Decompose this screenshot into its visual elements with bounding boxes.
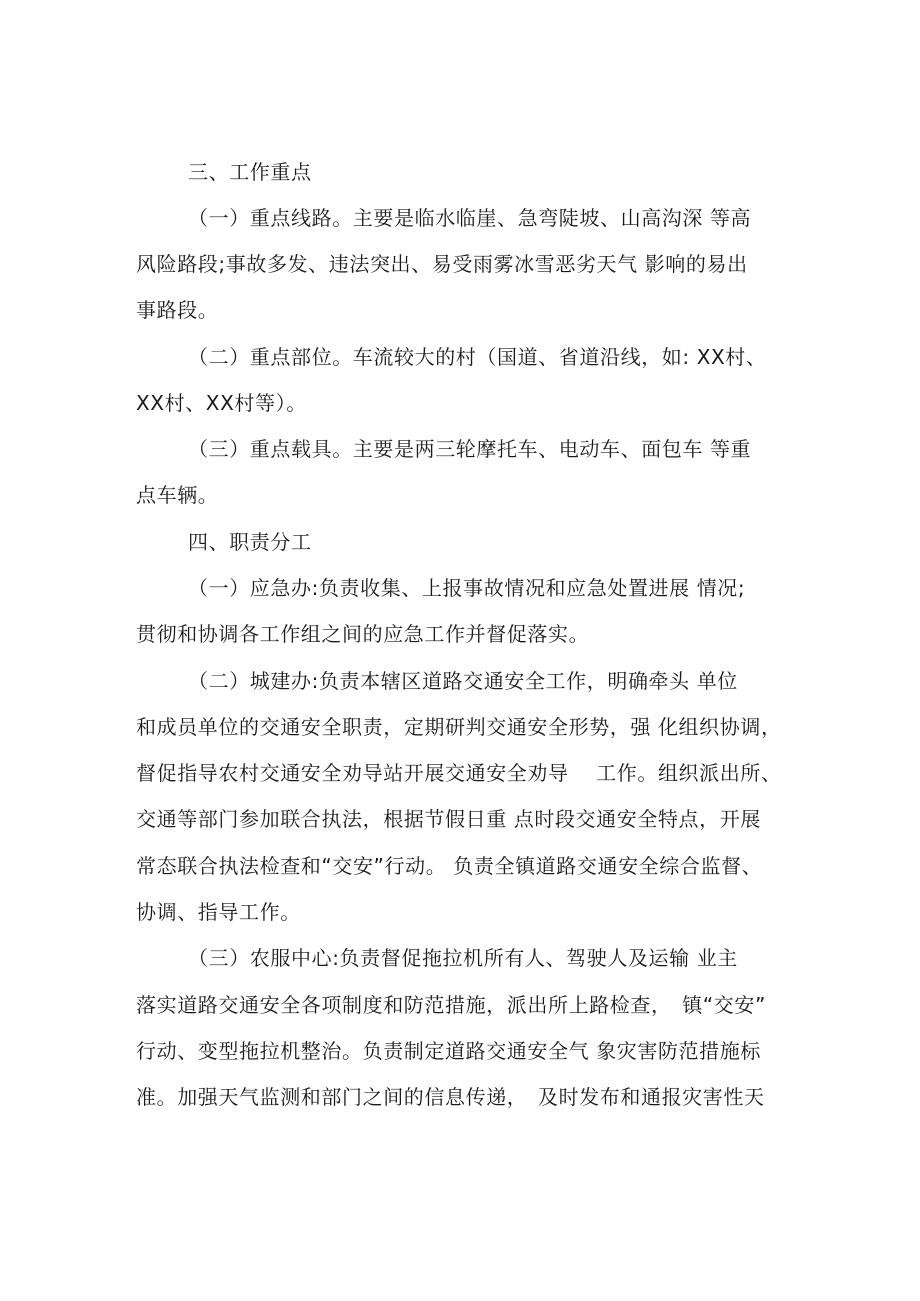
section-heading: 四、职责分工 [188, 530, 312, 554]
paragraph-line: XX村、XX村等）。 [136, 391, 307, 415]
paragraph-line: （三）重点载具。主要是两三轮摩托车、电动车、面包车 等重 [188, 437, 752, 461]
paragraph-line: 贯彻和协调各工作组之间的应急工作并督促落实。 [136, 622, 590, 646]
paragraph-line: 协调、指导工作。 [136, 900, 301, 924]
paragraph-line: 落实道路交通安全各项制度和防范措施，派出所上路检查， 镇“交安” [136, 993, 766, 1017]
paragraph-line: 和成员单位的交通安全职责，定期研判交通安全形势，强 化组织协调， [136, 715, 782, 739]
paragraph-line: 风险路段;事故多发、违法突出、易受雨雾冰雪恶劣天气 影响的易出 [136, 252, 748, 276]
paragraph-line: （一）重点线路。主要是临水临崖、急弯陡坡、山高沟深 等高 [188, 206, 752, 230]
paragraph-line: （三）农服中心:负责督促拖拉机所有人、驾驶人及运输 业主 [188, 946, 738, 970]
paragraph-line: （一）应急办:负责收集、上报事故情况和应急处置进展 情况; [188, 576, 746, 600]
paragraph-line: 交通等部门参加联合执法，根据节假日重 点时段交通安全特点，开展 [136, 807, 761, 831]
paragraph-line: （二）重点部位。车流较大的村（国道、省道沿线，如: XX村、 [188, 345, 767, 369]
paragraph-line: 准。加强天气监测和部门之间的信息传递， 及时发布和通报灾害性天 [136, 1085, 765, 1109]
paragraph-line: （二）城建办:负责本辖区道路交通安全工作，明确牵头 单位 [188, 669, 738, 693]
section-heading: 三、工作重点 [188, 160, 312, 184]
paragraph-line: 行动、变型拖拉机整治。负责制定道路交通安全气 象灾害防范措施标 [136, 1039, 761, 1063]
paragraph-line: 常态联合执法检查和“交安”行动。 负责全镇道路交通安全综合监督、 [136, 854, 763, 878]
paragraph-line: 事路段。 [136, 298, 219, 322]
paragraph-line: 督促指导农村交通安全劝导站开展交通安全劝导 工作。组织派出所、 [136, 761, 782, 785]
paragraph-line: 点车辆。 [136, 483, 219, 507]
